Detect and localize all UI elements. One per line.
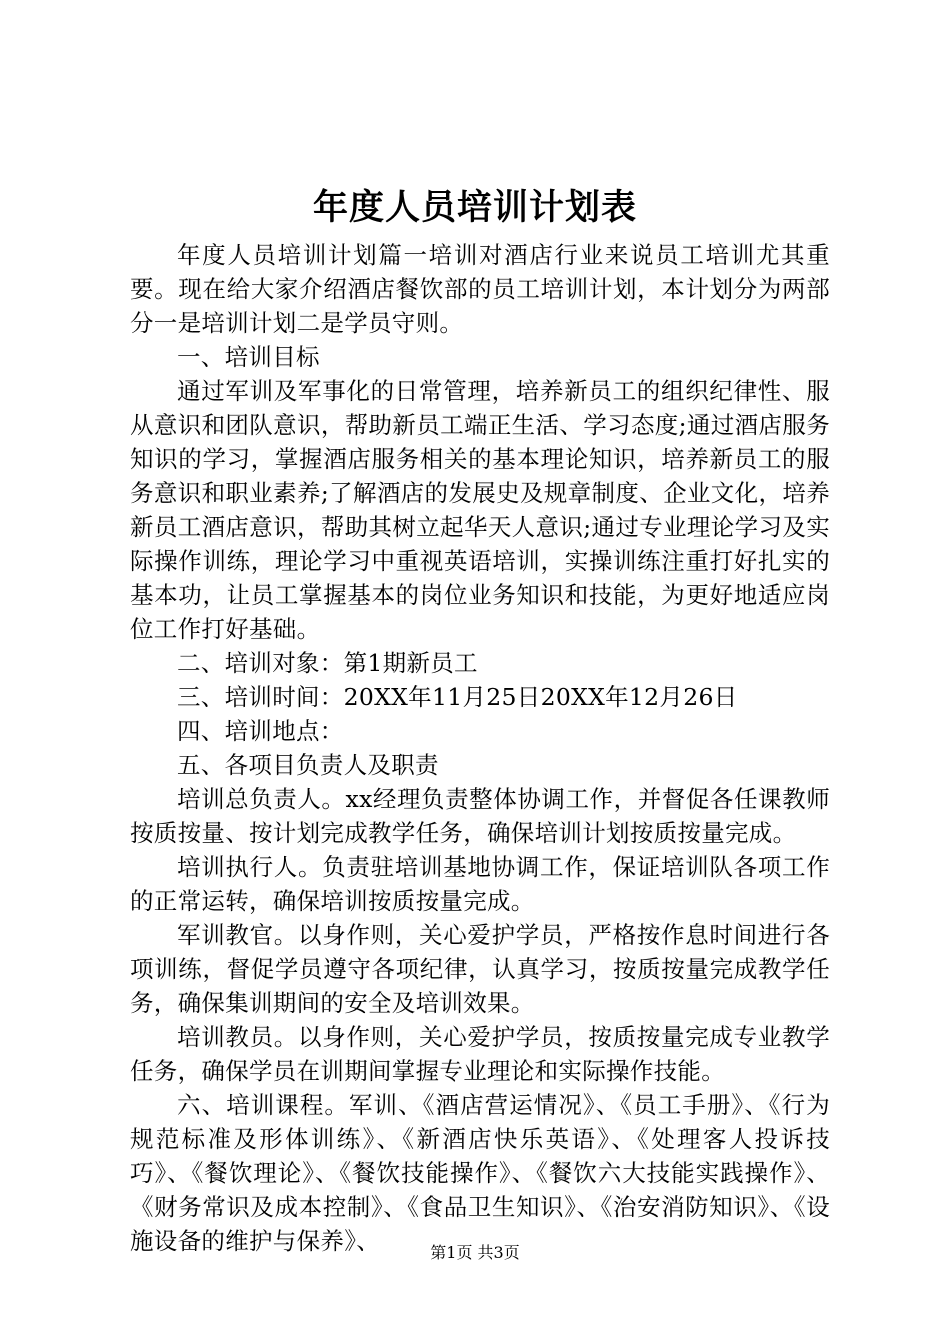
heading-training-location: 四、培训地点： (177, 717, 344, 745)
heading-responsibilities: 五、各项目负责人及职责 (177, 751, 439, 779)
paragraph-intro: 年度人员培训计划篇一培训对酒店行业来说员工培训尤其重要。现在给大家介绍酒店餐饮部的员工培训计划，本计划分为两部分一是培训计划二是学员守则。 (130, 241, 830, 337)
paragraph-training-goals: 通过军训及军事化的日常管理，培养新员工的组织纪律性、服从意识和团队意识，帮助新员工端正生活、学习态度;通过酒店服务知识的学习，掌握酒店服务相关的基本理论知识，培养新员工的服务意识和职业素养;了解酒店的发展史及规章制度、企业文化，培养新员工酒店意识，帮助其树立起华天人意识;通过专业理论学习及实际操作训练，理论学习中重视英语培训，实操训练注重打好扎实的基本功，让员工掌握基本的岗位业务知识和技能，为更好地适应岗位工作打好基础。 (130, 377, 830, 643)
paragraph-courses: 六、培训课程。军训、《酒店营运情况》、《员工手册》、《行为规范标准及形体训练》、《新酒店快乐英语》、《处理客人投诉技巧》、《餐饮理论》、《餐饮技能操作》、《餐饮六大技能实践操作》、《财务常识及成本控制》、《食品卫生知识》、《治安消防知识》、《设施设备的维护与保养》、 (130, 1091, 830, 1255)
document-title: 年度人员培训计划表 (312, 187, 637, 228)
document-body (130, 238, 830, 1258)
paragraph-chief-responsible: 培训总负责人。xx经理负责整体协调工作，并督促各任课教师按质按量、按计划完成教学任务，确保培训计划按质按量完成。 (130, 785, 830, 847)
paragraph-military-instructor: 军训教官。以身作则，关心爱护学员，严格按作息时间进行各项训练，督促学员遵守各项纪律，认真学习，按质按量完成教学任务，确保集训期间的安全及培训效果。 (130, 921, 830, 1017)
paragraph-executor: 培训执行人。负责驻培训基地协调工作，保证培训队各项工作的正常运转，确保培训按质按量完成。 (130, 853, 830, 915)
paragraph-training-teacher: 培训教员。以身作则，关心爱护学员，按质按量完成专业教学任务，确保学员在训期间掌握专业理论和实际操作技能。 (130, 1023, 830, 1085)
heading-training-target: 二、培训对象：第1期新员工 (177, 649, 478, 677)
heading-training-time: 三、培训时间：20XX年11月25日20XX年12月26日 (177, 683, 738, 711)
heading-training-goals: 一、培训目标 (177, 343, 320, 371)
page-footer: 第1页 共3页 (430, 1243, 520, 1262)
